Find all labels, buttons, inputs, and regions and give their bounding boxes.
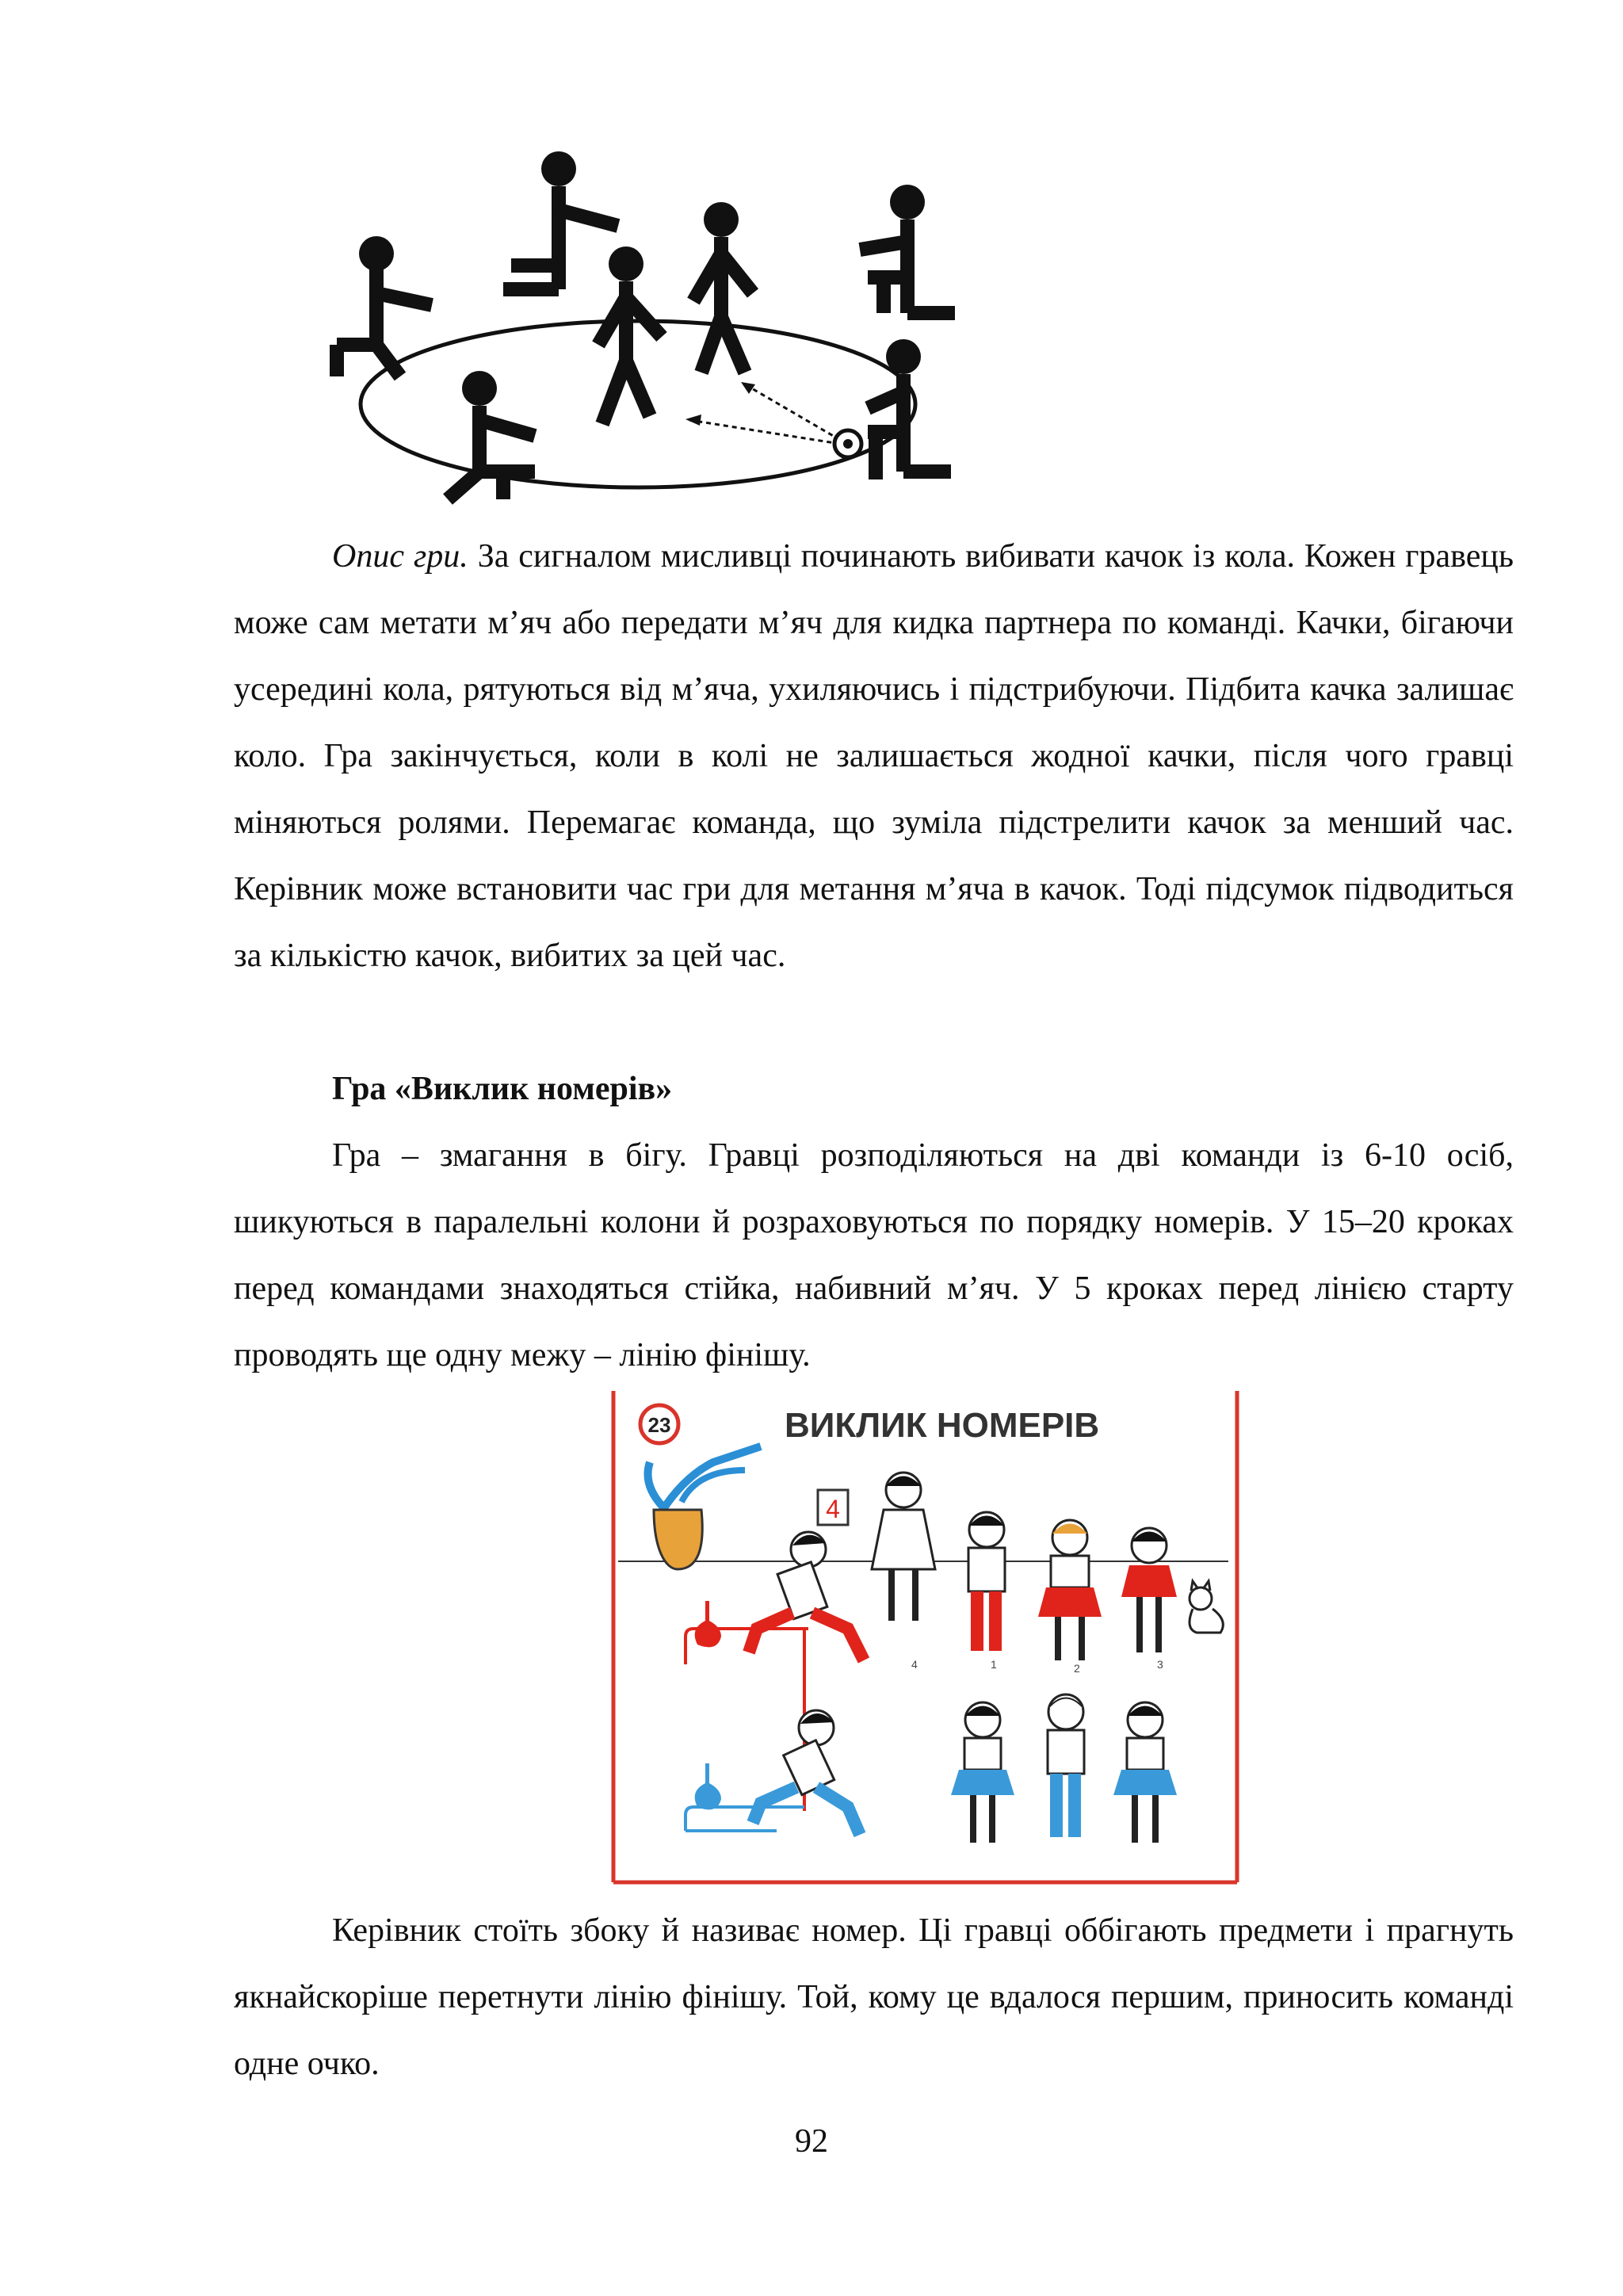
runner-red-icon — [749, 1532, 864, 1660]
stick-figure-icon — [503, 151, 618, 289]
svg-text:3: 3 — [1157, 1658, 1163, 1671]
game-rules-paragraph: Гра – змагання в бігу. Гравці розподіляються на дві команди із 6-10 осіб, шикуються в паралельні колони й розраховуються по порядку номерів. У 15–20 кроках перед командами знаходяться стійка, набивний м’яч. У 5 кроках перед лінією старту проводять ще одну межу – лінію фінішу. — [234, 1137, 1514, 1373]
stick-figure-icon — [693, 202, 753, 372]
svg-text:4: 4 — [911, 1658, 918, 1671]
game-description-paragraph — [234, 523, 1514, 989]
vase-plant-icon — [648, 1446, 762, 1569]
child-red-icon — [1121, 1528, 1177, 1652]
svg-text:1: 1 — [991, 1658, 997, 1671]
cat-icon — [1190, 1581, 1223, 1633]
child-blue-icon — [1113, 1702, 1177, 1843]
circle-game-illustration — [321, 147, 963, 507]
game-heading: Гра «Виклик номерів» — [332, 1071, 673, 1107]
child-red-icon — [1038, 1520, 1102, 1660]
game-scoring-paragraph: Керівник стоїть збоку й називає номер. Ці гравці оббігають предмети і прагнуть якнайскоріше перетнути лінію фінішу. Той, кому це вдалося першим, приносить команді одне очко. — [234, 1912, 1514, 2082]
number-card — [818, 1490, 848, 1525]
stand-icon — [695, 1601, 721, 1809]
svg-text:2: 2 — [1074, 1662, 1080, 1675]
svg-text:4: 4 — [826, 1495, 840, 1523]
svg-text:23: 23 — [647, 1413, 671, 1437]
number-badge — [640, 1405, 678, 1443]
number-call-illustration — [610, 1391, 1240, 1886]
stick-figure-icon — [868, 339, 951, 479]
arrow-icon — [689, 384, 840, 444]
ball-icon — [834, 430, 861, 457]
description-lead: Опис гри. — [332, 538, 468, 575]
stick-figure-icon — [860, 185, 955, 313]
child-red-icon — [968, 1512, 1005, 1651]
child-red-icon — [872, 1473, 935, 1621]
child-blue-icon — [1048, 1694, 1084, 1837]
child-blue-icon — [951, 1702, 1014, 1843]
description-text: За сигналом мисливці починають вибивати качок із кола. Кожен гравець може сам метати м’яч або передати м’яч для кидка партнера по команді. Качки, бігаючи усередині кола, рятуються від м’яча, ухиляючись і підстрибуючи. Підбита качка залишає коло. Гра закінчується, коли в колі не залишається жодної качки, після чого гравці міняються ролями. Перемагає команда, що зуміла підстрелити качок за менший час. Керівник може встановити час гри для метання м’яча в качок. Тоді підсумок підводиться за кількістю качок, вибитих за цей час. — [234, 538, 1514, 974]
illustration-title: ВИКЛИК НОМЕРІВ — [785, 1406, 1100, 1445]
line-numbers — [911, 1658, 1163, 1675]
runner-blue-icon — [753, 1710, 860, 1835]
page-number: 92 — [795, 2123, 828, 2160]
stick-figure-icon — [598, 246, 662, 424]
